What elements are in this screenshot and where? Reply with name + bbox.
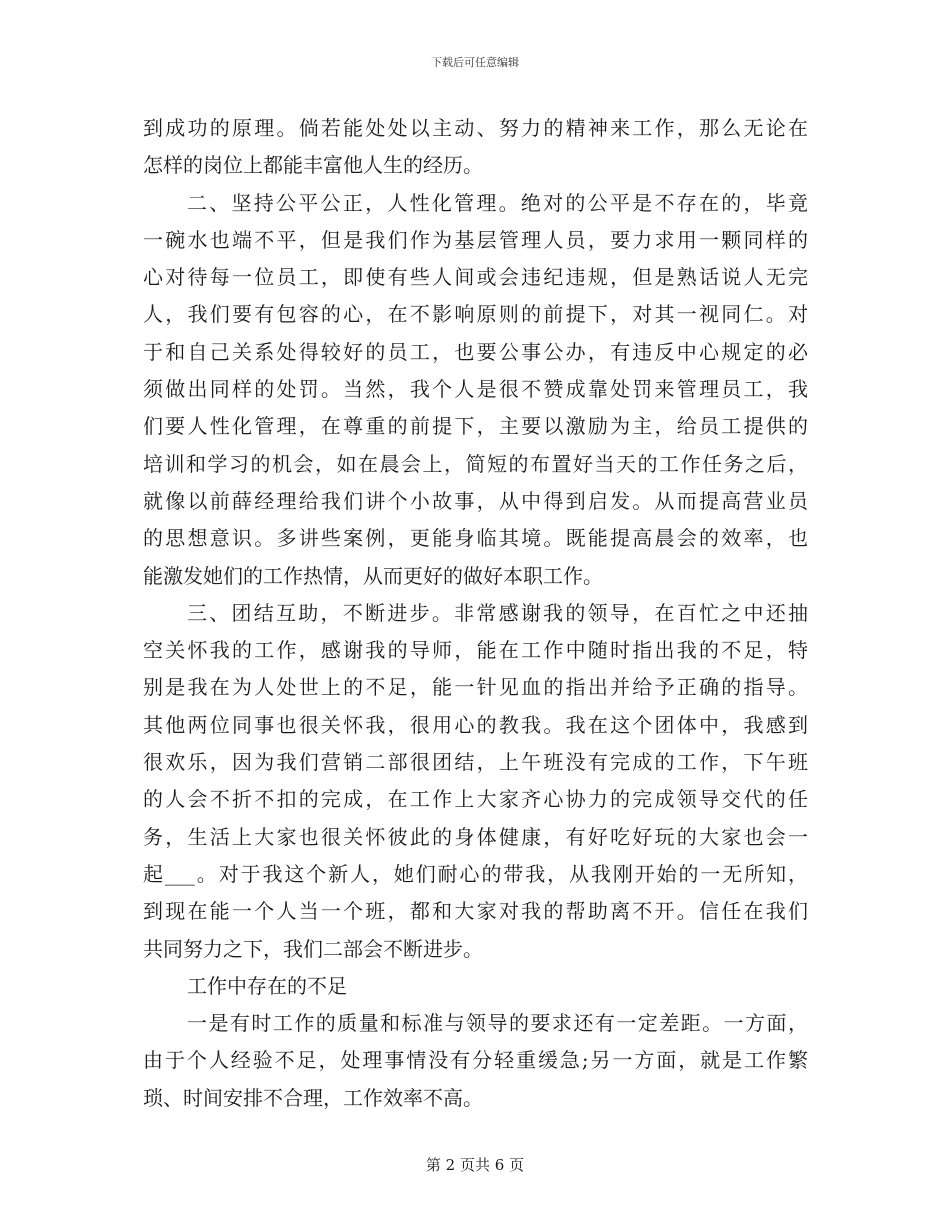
text-line: 其他两位同事也很关怀我，很用心的教我。我在这个团体中，我感到 — [143, 712, 808, 737]
text-line: 一是有时工作的质量和标准与领导的要求还有一定差距。一方面， — [187, 1011, 808, 1036]
section-heading-line: 三、团结互助，不断进步。非常感谢我的领导，在百忙之中还抽 — [187, 600, 808, 625]
text-line: 们要人性化管理，在尊重的前提下，主要以激励为主，给员工提供的 — [143, 414, 808, 439]
document-body — [143, 110, 808, 1117]
text-line: 到成功的原理。倘若能处处以主动、努力的精神来工作，那么无论在 — [143, 116, 808, 140]
text-line: 能激发她们的工作热情，从而更好的做好本职工作。 — [143, 563, 603, 588]
text-line: 务，生活上大家也很关怀彼此的身体健康，有好吃好玩的大家也会一 — [143, 824, 808, 849]
text-line: 的人会不折不扣的完成，在工作上大家齐心协力的完成领导交代的任 — [143, 787, 808, 812]
text-line: 须做出同样的处罚。当然，我个人是很不赞成靠处罚来管理员工，我 — [143, 377, 808, 402]
text-line: 怎样的岗位上都能丰富他人生的经历。 — [143, 153, 483, 178]
subsection-title: 工作中存在的不足 — [187, 973, 347, 998]
text-line: 一碗水也端不平，但是我们作为基层管理人员，要力求用一颗同样的 — [143, 227, 808, 252]
text-line: 就像以前薛经理给我们讲个小故事，从中得到启发。从而提高营业员 — [143, 488, 808, 513]
page-number: 第 2 页共 6 页 — [425, 1156, 525, 1174]
text-line: 于和自己关系处得较好的员工，也要公事公办，有违反中心规定的必 — [143, 339, 808, 364]
text-line: 琐、时间安排不合理，工作效率不高。 — [143, 1085, 483, 1110]
text-line: 很欢乐，因为我们营销二部很团结，上午班没有完成的工作，下午班 — [143, 750, 808, 775]
text-line: 空关怀我的工作，感谢我的导师，能在工作中随时指出我的不足，特 — [143, 638, 808, 663]
text-line: 别是我在为人处世上的不足，能一针见血的指出并给予正确的指导。 — [143, 675, 808, 700]
text-line: 由于个人经验不足，处理事情没有分轻重缓急;另一方面，就是工作繁 — [143, 1048, 808, 1073]
text-line: 到现在能一个人当一个班，都和大家对我的帮助离不开。信任在我们 — [143, 899, 808, 924]
text-line: 心对待每一位员工，即使有些人间或会违纪违规，但是熟话说人无完 — [143, 265, 808, 290]
page-header: 下载后可任意编辑 — [431, 56, 519, 69]
text-line: 起___。对于我这个新人，她们耐心的带我，从我刚开始的一无所知， — [143, 861, 808, 886]
text-line: 培训和学习的机会，如在晨会上，简短的布置好当天的工作任务之后， — [143, 451, 808, 476]
text-line: 共同努力之下，我们二部会不断进步。 — [143, 936, 483, 961]
text-line: 人，我们要有包容的心，在不影响原则的前提下，对其一视同仁。对 — [143, 302, 808, 327]
text-line: 的思想意识。多讲些案例，更能身临其境。既能提高晨会的效率，也 — [143, 526, 808, 551]
section-heading-line: 二、坚持公平公正，人性化管理。绝对的公平是不存在的，毕竟 — [187, 190, 808, 215]
